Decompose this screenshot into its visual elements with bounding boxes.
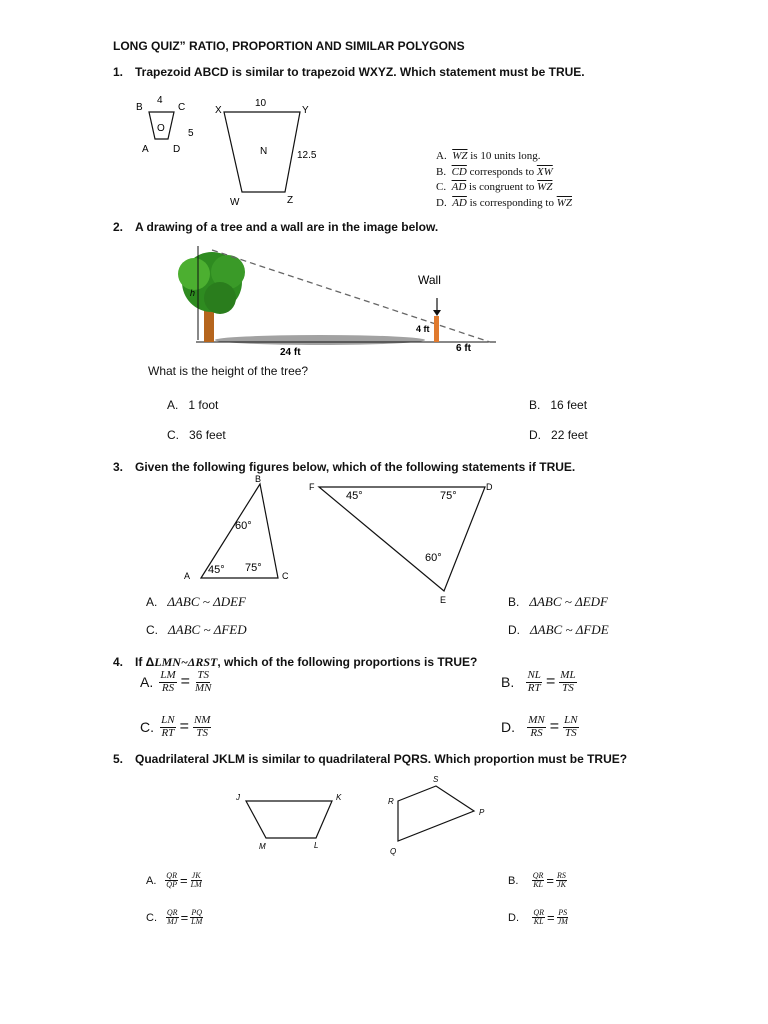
label-h: h bbox=[190, 288, 196, 298]
label-z: Z bbox=[287, 195, 294, 206]
label-s: S bbox=[433, 775, 439, 784]
q2-option-c[interactable]: C. 36 feet bbox=[167, 428, 226, 442]
triangle-fde bbox=[319, 487, 485, 591]
q2-option-d[interactable]: D. 22 feet bbox=[529, 428, 588, 442]
label-q: Q bbox=[390, 847, 397, 856]
label-24ft: 24 ft bbox=[280, 347, 301, 358]
label-e: E bbox=[440, 595, 447, 605]
q4-number: 4. bbox=[113, 655, 124, 669]
q1-trapezoid-figures bbox=[130, 90, 350, 210]
q1-options bbox=[436, 149, 572, 211]
label-4ft: 4 ft bbox=[416, 324, 430, 334]
label-10: 10 bbox=[255, 98, 267, 109]
label-r: R bbox=[388, 797, 394, 806]
q5-option-a[interactable]: A. $\frac{QR}{QP}$ = $\frac{JK}{LM}$ bbox=[146, 871, 202, 890]
label-d: D bbox=[173, 144, 181, 155]
angle-e: 60° bbox=[425, 552, 442, 564]
q5-option-d[interactable]: D. $\frac{QR}{KL}$ = $\frac{PS}{JM}$ bbox=[508, 908, 568, 927]
angle-c: 75° bbox=[245, 562, 262, 574]
q2-question: What is the height of the tree? bbox=[148, 364, 309, 378]
q2-option-a[interactable]: A. 1 foot bbox=[167, 398, 219, 412]
q1-number: 1. bbox=[113, 65, 124, 79]
q3-triangle-figures bbox=[175, 472, 505, 607]
label-a: A bbox=[142, 144, 149, 155]
q4-text: If ΔLMN~ΔRST, which of the following proportions is TRUE? bbox=[135, 655, 478, 669]
label-c: C bbox=[178, 102, 186, 113]
q3-option-c[interactable]: C. ΔABC ~ ΔFED bbox=[146, 622, 247, 637]
q3-option-b[interactable]: B. ΔABC ~ ΔEDF bbox=[508, 594, 608, 609]
label-5: 5 bbox=[188, 128, 194, 139]
label-f: F bbox=[309, 482, 315, 492]
q5-text: Quadrilateral JKLM is similar to quadrilateral PQRS. Which proportion must be TRUE? bbox=[135, 752, 628, 766]
q4-option-d[interactable]: D. $\frac{MN}{RS}$ = $\frac{LN}{TS}$ bbox=[501, 714, 578, 739]
label-b: B bbox=[255, 474, 262, 484]
label-c: C bbox=[282, 571, 289, 581]
q5-number: 5. bbox=[113, 752, 124, 766]
label-y: Y bbox=[302, 105, 309, 116]
label-12-5: 12.5 bbox=[297, 150, 317, 161]
q5-option-c[interactable]: C. $\frac{QR}{MJ}$ = $\frac{PQ}{LM}$ bbox=[146, 908, 203, 927]
label-p: P bbox=[479, 808, 485, 817]
page-title: LONG QUIZ” RATIO, PROPORTION AND SIMILAR POLYGONS bbox=[113, 39, 465, 53]
tree-shadow bbox=[215, 335, 425, 345]
label-w: W bbox=[230, 197, 240, 208]
angle-b: 60° bbox=[235, 520, 252, 532]
q5-quadrilateral-figures bbox=[228, 770, 498, 860]
q4-option-a[interactable]: A. $\frac{LM}{RS}$ = $\frac{TS}{MN}$ bbox=[140, 669, 212, 694]
label-n: N bbox=[260, 146, 268, 157]
q3-option-d[interactable]: D. ΔABC ~ ΔFDE bbox=[508, 622, 609, 637]
q1-option-a[interactable]: A. $\overline{WZ}$ is 10 units long. bbox=[436, 150, 541, 162]
q2-text: A drawing of a tree and a wall are in the image below. bbox=[135, 220, 439, 234]
label-b: B bbox=[136, 102, 143, 113]
label-m: M bbox=[259, 842, 266, 851]
label-l: L bbox=[314, 841, 319, 850]
q1-option-b[interactable]: B. $\overline{CD}$ corresponds to $\overline{XW}$ bbox=[436, 165, 553, 178]
label-wall: Wall bbox=[418, 273, 441, 287]
label-j: J bbox=[236, 793, 240, 802]
label-x: X bbox=[215, 105, 222, 116]
angle-a: 45° bbox=[208, 564, 225, 576]
q1-option-c[interactable]: C. $\overline{AD}$ is congruent to $\overline{WZ}$ bbox=[436, 181, 553, 193]
q4-option-c[interactable]: C. $\frac{LN}{RT}$ = $\frac{NM}{TS}$ bbox=[140, 714, 211, 739]
label-d: D bbox=[486, 482, 493, 492]
q1-option-d[interactable]: D. $\overline{AD}$ is corresponding to $\overline{WZ}$ bbox=[436, 196, 572, 209]
angle-d: 75° bbox=[440, 490, 457, 502]
q3-text: Given the following figures below, which of the following statements if TRUE. bbox=[135, 460, 576, 474]
angle-f: 45° bbox=[346, 490, 363, 502]
q4-option-b[interactable]: B. $\frac{NL}{RT}$ = $\frac{ML}{TS}$ bbox=[501, 669, 576, 694]
wall bbox=[434, 316, 439, 342]
label-4: 4 bbox=[157, 95, 163, 106]
q2-number: 2. bbox=[113, 220, 124, 234]
label-o: O bbox=[157, 123, 165, 134]
q3-option-a[interactable]: A. ΔABC ~ ΔDEF bbox=[146, 594, 246, 609]
sight-line bbox=[212, 250, 490, 342]
tree-wall-figure bbox=[170, 238, 510, 360]
quad-pqrs bbox=[398, 786, 474, 841]
label-k: K bbox=[336, 793, 342, 802]
label-6ft: 6 ft bbox=[456, 343, 471, 354]
q2-option-b[interactable]: B. 16 feet bbox=[529, 398, 588, 412]
q1-text: Trapezoid ABCD is similar to trapezoid WXYZ. Which statement must be TRUE. bbox=[135, 65, 585, 79]
q3-number: 3. bbox=[113, 460, 124, 474]
q5-option-b[interactable]: B. $\frac{QR}{KL}$ = $\frac{RS}{JK}$ bbox=[508, 871, 566, 890]
label-a: A bbox=[184, 571, 191, 581]
quad-jklm bbox=[246, 801, 332, 838]
